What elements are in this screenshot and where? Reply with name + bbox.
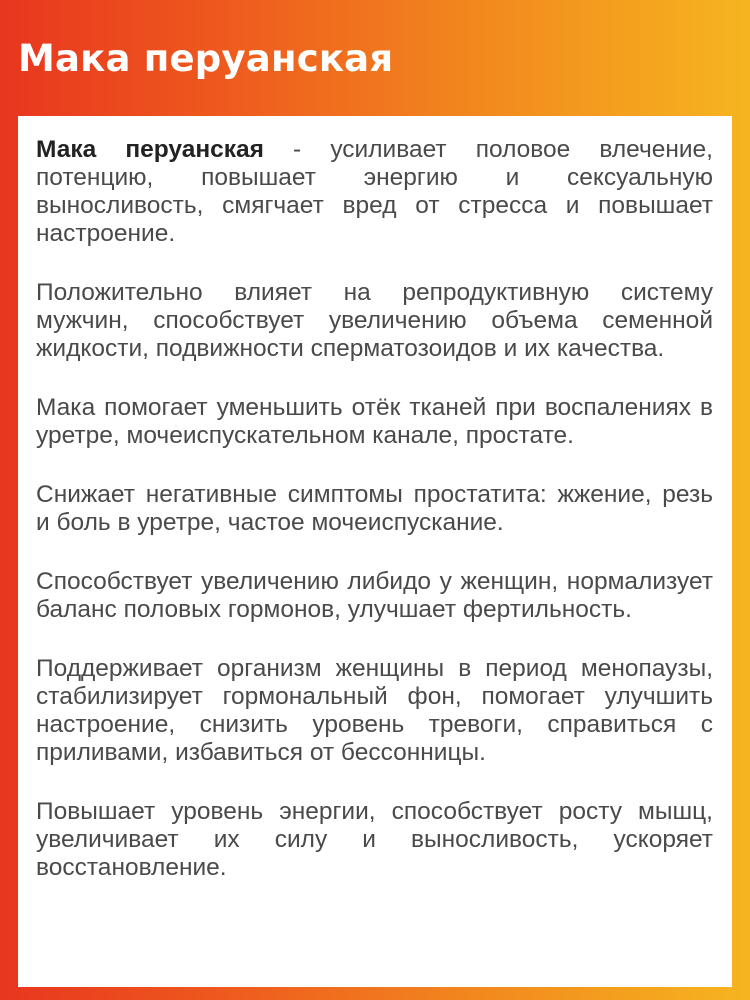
paragraph-energy: Повышает уровень энергии, способствует росту мышц, увеличивает их силу и выносливость, ускоряет восстановление. [36, 798, 713, 881]
paragraph-menopause: Поддерживает организм женщины в период менопаузы, стабилизирует гормональный фон, помогает улучшить настроение, снизить уровень тревоги, справиться с приливами, избавиться от бессонницы. [36, 655, 713, 766]
paragraph-prostatitis: Снижает негативные симптомы простатита: жжение, резь и боль в уретре, частое мочеиспускание. [36, 481, 713, 536]
page-title: Мака перуанская [18, 37, 394, 80]
paragraph-female-libido: Способствует увеличению либидо у женщин, нормализует баланс половых гормонов, улучшает фертильность. [36, 568, 713, 623]
intro-paragraph [36, 136, 713, 248]
intro-text: - усиливает половое влечение, потенцию, повышает энергию и сексуальную выносливость, смягчает вред от стресса и повышает настроение. [36, 136, 713, 247]
content-card [18, 116, 732, 987]
paragraph-edema: Мака помогает уменьшить отёк тканей при воспалениях в уретре, мочеиспускательном канале, простате. [36, 394, 713, 449]
paragraph-male-reproductive: Положительно влияет на репродуктивную систему мужчин, способствует увеличению объема семенной жидкости, подвижности сперматозоидов и их качества. [36, 279, 713, 362]
product-name-bold: Мака перуанская [36, 136, 264, 163]
